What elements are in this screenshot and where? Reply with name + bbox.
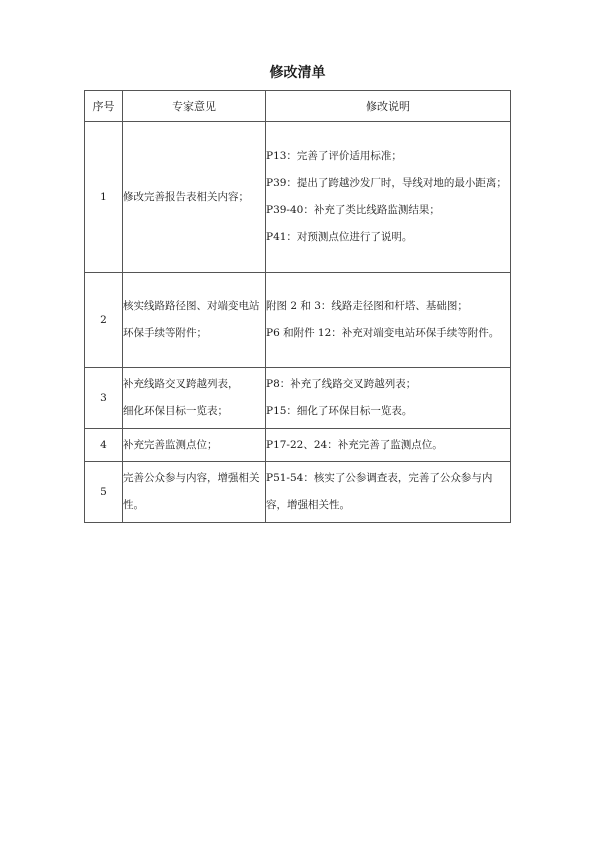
revision-note: P51-54：核实了公参调查表，完善了公众参与内容，增强相关性。 xyxy=(266,472,493,511)
expert-opinion-line: 补充线路交叉跨越列表， xyxy=(123,378,239,390)
table-row xyxy=(85,462,511,523)
revision-notes xyxy=(266,368,511,429)
revision-note: P39-40：补充了类比线路监测结果； xyxy=(266,204,440,216)
revision-note: P8：补充了线路交叉跨越列表； xyxy=(266,378,417,390)
expert-opinion: 补充完善监测点位； xyxy=(123,429,266,462)
revision-note: P6 和附件 12：补充对端变电站环保手续等附件。 xyxy=(266,327,500,339)
header-expert-opinion: 专家意见 xyxy=(123,91,266,122)
table-header-row xyxy=(85,91,511,122)
header-revision-notes: 修改说明 xyxy=(266,91,511,122)
page-title: 修改清单 xyxy=(269,65,326,81)
revision-note: 附图 2 和 3：线路走径图和杆塔、基础图； xyxy=(266,300,468,312)
revision-note: P17-22、24：补充完善了监测点位。 xyxy=(266,438,443,451)
table-row xyxy=(85,368,511,429)
revision-table xyxy=(84,90,511,523)
expert-opinion: 修改完善报告表相关内容； xyxy=(123,122,266,273)
table-row xyxy=(85,273,511,368)
revision-note: P39：提出了跨越沙发厂时，导线对地的最小距离； xyxy=(266,177,507,189)
revision-notes xyxy=(266,122,511,273)
revision-notes xyxy=(266,273,511,368)
expert-opinion: 核实线路路径图、对端变电站环保手续等附件； xyxy=(123,273,266,368)
row-number: 2 xyxy=(85,273,123,368)
header-number: 序号 xyxy=(85,91,123,122)
row-number: 3 xyxy=(85,368,123,429)
table-row xyxy=(85,429,511,462)
revision-note: P15：细化了环保目标一览表。 xyxy=(266,405,413,417)
row-number: 1 xyxy=(85,122,123,273)
revision-notes xyxy=(266,429,511,462)
table-row xyxy=(85,122,511,273)
expert-opinion: 完善公众参与内容，增强相关性。 xyxy=(123,462,266,523)
revision-note: P13：完善了评价适用标准； xyxy=(266,150,402,162)
row-number: 5 xyxy=(85,462,123,523)
expert-opinion xyxy=(123,368,266,429)
revision-notes xyxy=(266,462,511,523)
expert-opinion-line: 细化环保目标一览表； xyxy=(123,405,228,417)
revision-note: P41：对预测点位进行了说明。 xyxy=(266,231,413,243)
row-number: 4 xyxy=(85,429,123,462)
